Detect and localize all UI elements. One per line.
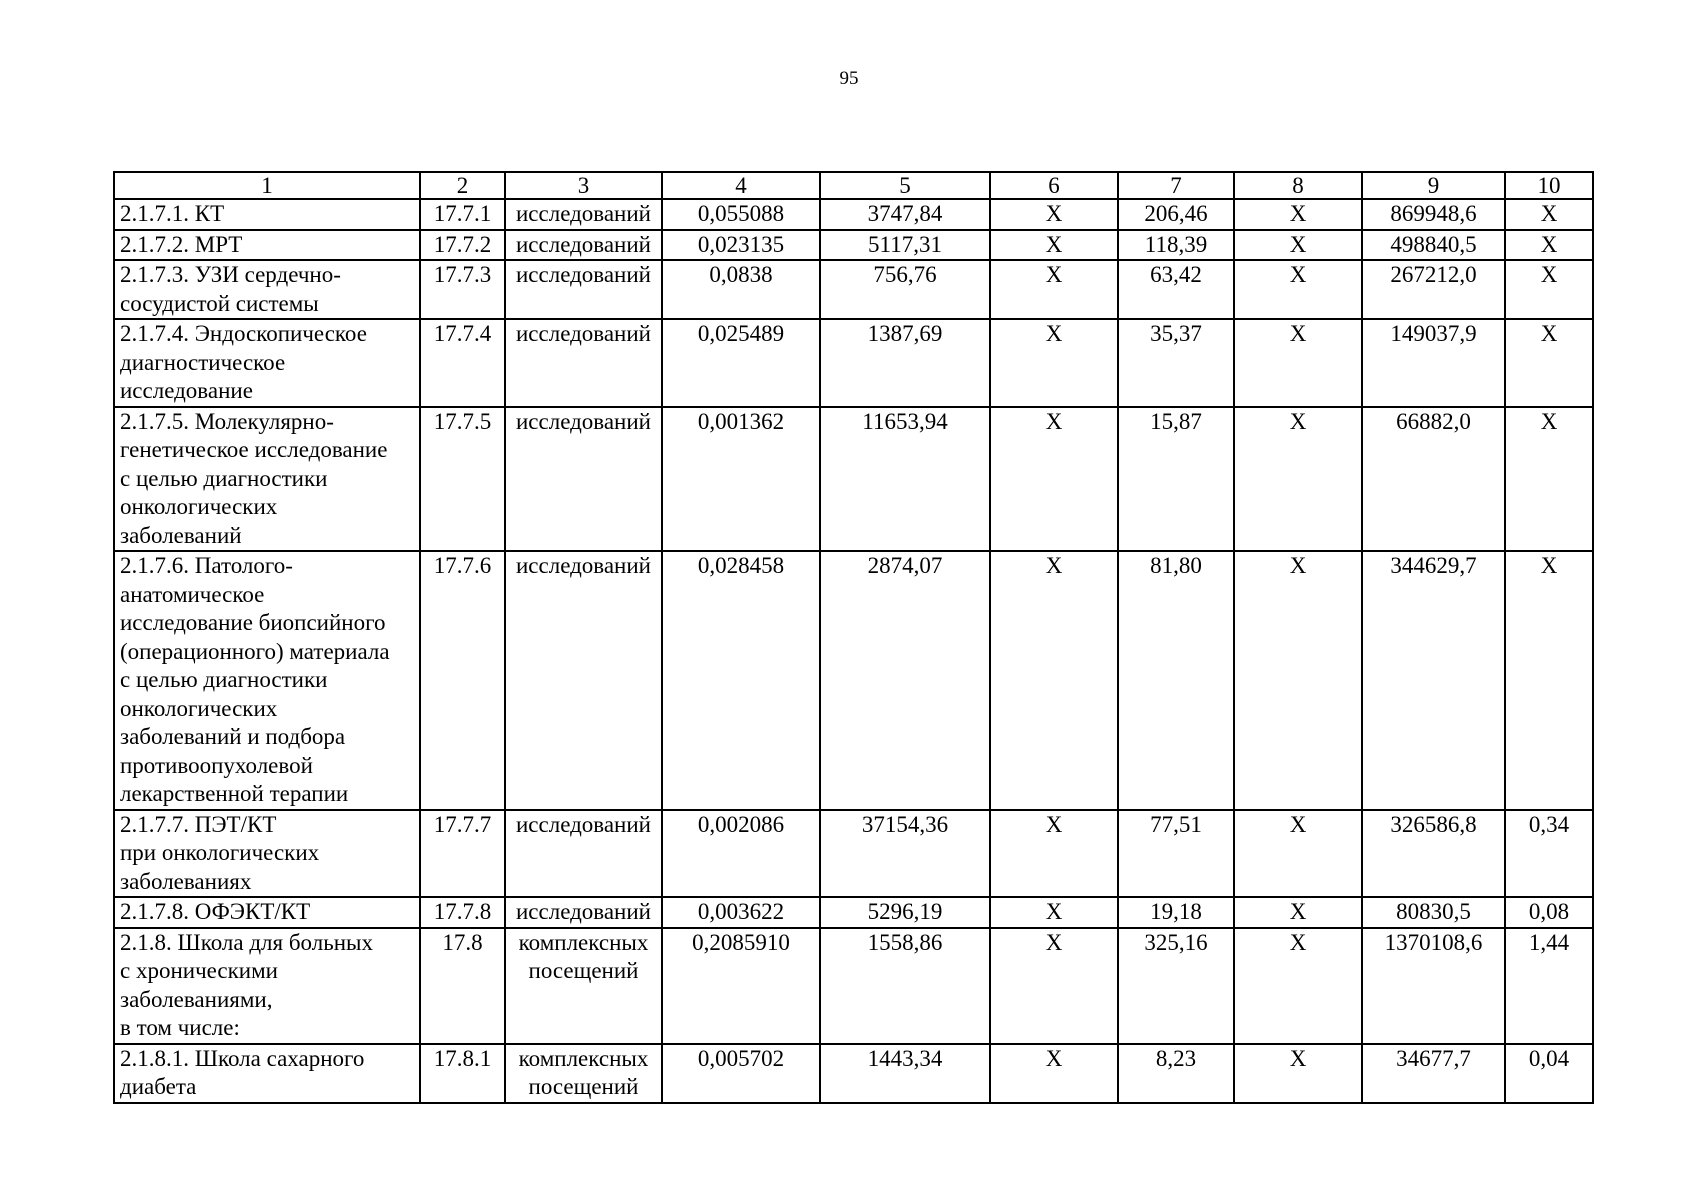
value-cell-4: 0,002086 xyxy=(662,810,820,898)
value-cell-10: Х xyxy=(1505,551,1593,810)
table-row xyxy=(114,230,1593,261)
value-cell-10: Х xyxy=(1505,260,1593,319)
value-cell-8: Х xyxy=(1234,897,1362,928)
value-cell-4: 0,0838 xyxy=(662,260,820,319)
value-cell-8: Х xyxy=(1234,199,1362,230)
value-cell-10: Х xyxy=(1505,230,1593,261)
service-name-cell: 2.1.7.8. ОФЭКТ/КТ xyxy=(114,897,420,928)
table-row xyxy=(114,810,1593,898)
table-row xyxy=(114,407,1593,552)
unit-cell: исследований xyxy=(505,319,662,407)
value-cell-4: 0,025489 xyxy=(662,319,820,407)
value-cell-5: 11653,94 xyxy=(820,407,990,552)
value-cell-5: 756,76 xyxy=(820,260,990,319)
unit-cell: исследований xyxy=(505,260,662,319)
table-row xyxy=(114,319,1593,407)
value-cell-4: 0,055088 xyxy=(662,199,820,230)
service-name-cell: 2.1.7.1. КТ xyxy=(114,199,420,230)
service-name-cell: 2.1.8. Школа для больных с хроническими заболеваниями, в том числе: xyxy=(114,928,420,1044)
value-cell-8: Х xyxy=(1234,407,1362,552)
value-cell-10: 0,04 xyxy=(1505,1044,1593,1103)
value-cell-5: 5296,19 xyxy=(820,897,990,928)
value-cell-6: Х xyxy=(990,810,1118,898)
code-cell: 17.8 xyxy=(420,928,505,1044)
code-cell: 17.7.6 xyxy=(420,551,505,810)
unit-cell: исследований xyxy=(505,199,662,230)
table-row xyxy=(114,199,1593,230)
value-cell-7: 77,51 xyxy=(1118,810,1234,898)
table-row xyxy=(114,260,1593,319)
code-cell: 17.7.4 xyxy=(420,319,505,407)
value-cell-6: Х xyxy=(990,407,1118,552)
header-cell: 10 xyxy=(1505,172,1593,199)
value-cell-7: 35,37 xyxy=(1118,319,1234,407)
value-cell-8: Х xyxy=(1234,319,1362,407)
table-row xyxy=(114,551,1593,810)
header-row xyxy=(114,172,1593,199)
value-cell-5: 3747,84 xyxy=(820,199,990,230)
value-cell-9: 869948,6 xyxy=(1362,199,1505,230)
code-cell: 17.7.5 xyxy=(420,407,505,552)
value-cell-5: 1387,69 xyxy=(820,319,990,407)
value-cell-10: 0,34 xyxy=(1505,810,1593,898)
value-cell-9: 34677,7 xyxy=(1362,1044,1505,1103)
value-cell-5: 5117,31 xyxy=(820,230,990,261)
value-cell-10: Х xyxy=(1505,199,1593,230)
value-cell-5: 1558,86 xyxy=(820,928,990,1044)
page-number: 95 xyxy=(839,68,859,89)
value-cell-8: Х xyxy=(1234,551,1362,810)
unit-cell: исследований xyxy=(505,897,662,928)
header-cell: 6 xyxy=(990,172,1118,199)
value-cell-6: Х xyxy=(990,1044,1118,1103)
table-row xyxy=(114,928,1593,1044)
data-table xyxy=(113,171,1594,1104)
unit-cell: исследований xyxy=(505,551,662,810)
service-name-cell: 2.1.7.6. Патолого- анатомическое исследование биопсийного (операционного) материала с целью диагностики онкологических заболеваний и подбора противоопухолевой лекарственной терапии xyxy=(114,551,420,810)
value-cell-9: 80830,5 xyxy=(1362,897,1505,928)
header-cell: 8 xyxy=(1234,172,1362,199)
value-cell-7: 8,23 xyxy=(1118,1044,1234,1103)
value-cell-6: Х xyxy=(990,928,1118,1044)
code-cell: 17.7.2 xyxy=(420,230,505,261)
value-cell-7: 325,16 xyxy=(1118,928,1234,1044)
value-cell-7: 15,87 xyxy=(1118,407,1234,552)
table-row xyxy=(114,897,1593,928)
value-cell-4: 0,028458 xyxy=(662,551,820,810)
table-row xyxy=(114,1044,1593,1103)
value-cell-6: Х xyxy=(990,230,1118,261)
value-cell-8: Х xyxy=(1234,928,1362,1044)
service-name-cell: 2.1.7.5. Молекулярно- генетическое исследование с целью диагностики онкологических заболеваний xyxy=(114,407,420,552)
value-cell-9: 344629,7 xyxy=(1362,551,1505,810)
value-cell-6: Х xyxy=(990,199,1118,230)
value-cell-8: Х xyxy=(1234,230,1362,261)
value-cell-4: 0,2085910 xyxy=(662,928,820,1044)
value-cell-5: 37154,36 xyxy=(820,810,990,898)
value-cell-8: Х xyxy=(1234,1044,1362,1103)
code-cell: 17.7.1 xyxy=(420,199,505,230)
service-name-cell: 2.1.8.1. Школа сахарного диабета xyxy=(114,1044,420,1103)
unit-cell: комплексных посещений xyxy=(505,1044,662,1103)
value-cell-9: 326586,8 xyxy=(1362,810,1505,898)
service-name-cell: 2.1.7.7. ПЭТ/КТ при онкологических заболеваниях xyxy=(114,810,420,898)
value-cell-9: 1370108,6 xyxy=(1362,928,1505,1044)
value-cell-10: Х xyxy=(1505,407,1593,552)
value-cell-9: 66882,0 xyxy=(1362,407,1505,552)
table-body xyxy=(114,199,1593,1103)
value-cell-6: Х xyxy=(990,897,1118,928)
table-header xyxy=(114,172,1593,199)
value-cell-4: 0,023135 xyxy=(662,230,820,261)
service-name-cell: 2.1.7.3. УЗИ сердечно- сосудистой системы xyxy=(114,260,420,319)
value-cell-10: Х xyxy=(1505,319,1593,407)
header-cell: 5 xyxy=(820,172,990,199)
header-cell: 4 xyxy=(662,172,820,199)
value-cell-8: Х xyxy=(1234,810,1362,898)
value-cell-10: 1,44 xyxy=(1505,928,1593,1044)
value-cell-7: 81,80 xyxy=(1118,551,1234,810)
service-name-cell: 2.1.7.4. Эндоскопическое диагностическое исследование xyxy=(114,319,420,407)
code-cell: 17.7.8 xyxy=(420,897,505,928)
value-cell-4: 0,005702 xyxy=(662,1044,820,1103)
value-cell-7: 118,39 xyxy=(1118,230,1234,261)
value-cell-5: 1443,34 xyxy=(820,1044,990,1103)
code-cell: 17.7.7 xyxy=(420,810,505,898)
value-cell-7: 63,42 xyxy=(1118,260,1234,319)
value-cell-4: 0,001362 xyxy=(662,407,820,552)
value-cell-7: 206,46 xyxy=(1118,199,1234,230)
value-cell-6: Х xyxy=(990,260,1118,319)
value-cell-9: 498840,5 xyxy=(1362,230,1505,261)
value-cell-5: 2874,07 xyxy=(820,551,990,810)
value-cell-7: 19,18 xyxy=(1118,897,1234,928)
header-cell: 1 xyxy=(114,172,420,199)
header-cell: 7 xyxy=(1118,172,1234,199)
value-cell-6: Х xyxy=(990,319,1118,407)
header-cell: 3 xyxy=(505,172,662,199)
unit-cell: исследований xyxy=(505,230,662,261)
unit-cell: комплексных посещений xyxy=(505,928,662,1044)
unit-cell: исследований xyxy=(505,407,662,552)
value-cell-8: Х xyxy=(1234,260,1362,319)
header-cell: 9 xyxy=(1362,172,1505,199)
code-cell: 17.8.1 xyxy=(420,1044,505,1103)
unit-cell: исследований xyxy=(505,810,662,898)
code-cell: 17.7.3 xyxy=(420,260,505,319)
value-cell-9: 267212,0 xyxy=(1362,260,1505,319)
value-cell-4: 0,003622 xyxy=(662,897,820,928)
value-cell-6: Х xyxy=(990,551,1118,810)
value-cell-9: 149037,9 xyxy=(1362,319,1505,407)
header-cell: 2 xyxy=(420,172,505,199)
service-name-cell: 2.1.7.2. МРТ xyxy=(114,230,420,261)
value-cell-10: 0,08 xyxy=(1505,897,1593,928)
